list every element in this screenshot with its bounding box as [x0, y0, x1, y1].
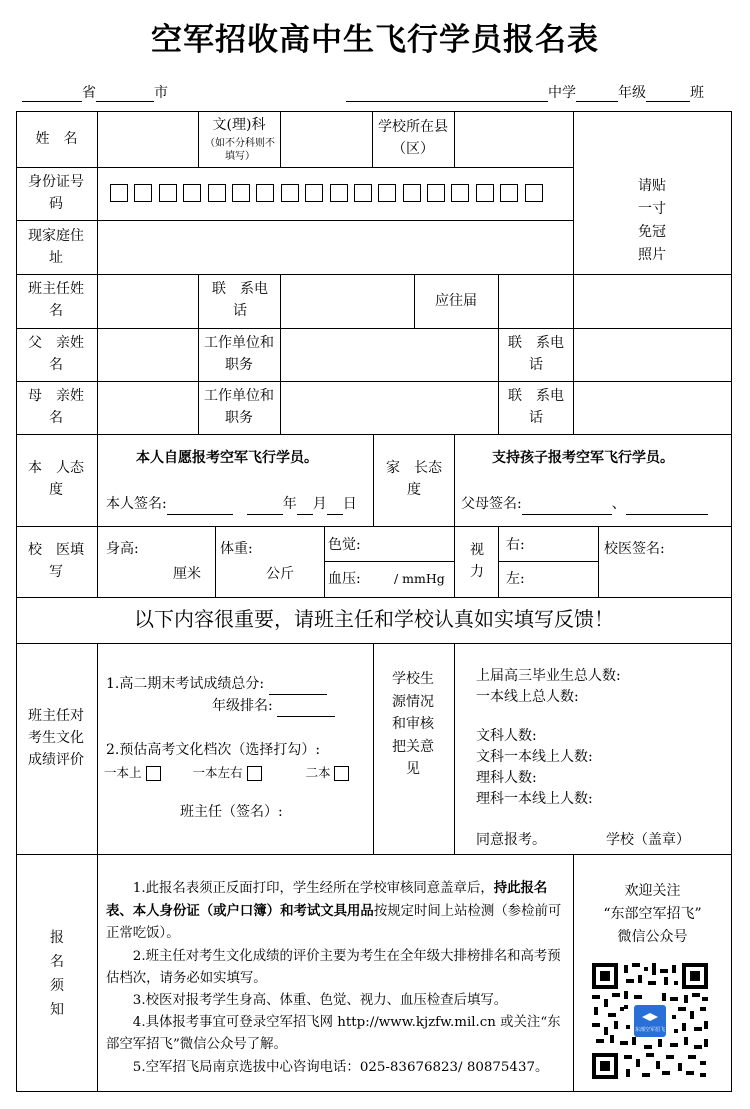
form-grid: [16, 111, 732, 1092]
vision-label: 视 力: [470, 542, 498, 580]
weight-unit: 公斤: [266, 566, 294, 582]
id-label: 身份证号 码: [28, 174, 98, 212]
note-3: 3.校医对报考学生身高、体重、色觉、视力、血压检查后填写。: [132, 993, 508, 1009]
grade-blank[interactable]: [576, 86, 618, 102]
mother-work-label: 工作单位和职务: [204, 388, 274, 426]
blood-pressure-unit: / mmHg: [394, 571, 445, 586]
estimate-options: [104, 762, 349, 784]
stat-wenke-yiben: 文科一本线上人数:: [476, 749, 593, 765]
name-label: 姓 名: [35, 131, 78, 147]
wenli-label: 文(理)科: [212, 117, 266, 133]
school-label: 中学: [548, 85, 576, 101]
grade-label: 年级: [618, 85, 646, 101]
height-label: 身高:: [106, 541, 139, 557]
stat-wenke: 文科人数:: [476, 728, 537, 744]
opt-yiben-shang-checkbox[interactable]: [146, 766, 161, 781]
self-statement: 本人自愿报考空军飞行学员。: [136, 450, 318, 466]
opt-yiben-zuoyou-checkbox[interactable]: [247, 766, 262, 781]
self-sign-line[interactable]: 本人签名: 年 月 日: [106, 493, 357, 515]
notice-notes: [106, 877, 566, 1079]
class-blank[interactable]: [646, 86, 690, 102]
father-work-label: 工作单位和职务: [204, 335, 274, 373]
class-label: 班: [690, 85, 704, 101]
graduate-label: 应往届: [435, 293, 477, 309]
stat-yiben-total: 一本线上总人数:: [476, 689, 579, 705]
note-1: 1.此报名表须正反面打印，学生经所在学校审核同意盖章后，持此报名表、本人身份证（或户口簿）和考试文具用品按规定时间上站检测（参检前可正常吃饭）。: [106, 880, 562, 942]
mother-phone-label: 联 系电 话: [508, 388, 578, 426]
grade-rank-line[interactable]: 年级排名:: [212, 695, 335, 717]
form-title: 空军招收高中生飞行学员报名表: [151, 22, 599, 58]
vision-right-label: 右:: [506, 537, 525, 553]
photo-placeholder: 请贴一寸免冠照片: [638, 178, 666, 263]
teacher-phone-label: 联 系电 话: [212, 281, 282, 319]
blood-pressure-label: 血压:: [328, 571, 361, 587]
svg-text:东部空军招飞: 东部空军招飞: [634, 1027, 666, 1033]
id-number-boxes[interactable]: [110, 182, 549, 204]
teacher-eval-label: 班主任对考生文化成绩评价: [28, 708, 84, 768]
opt-yiben-shang-label: 一本上: [104, 765, 142, 780]
notice-label: 报名须知: [50, 930, 64, 1018]
qr-code-image: [590, 961, 710, 1081]
city-label: 市: [154, 85, 168, 101]
school-seal-label: 学校（盖章）: [606, 832, 690, 848]
province-label: 省: [82, 85, 96, 101]
address-label: 现家庭住 址: [28, 228, 98, 266]
teacher-sign-label: 班主任（签名）:: [180, 804, 283, 820]
school-blank[interactable]: [346, 86, 548, 102]
estimate-label: 2.预估高考文化档次（选择打勾）:: [106, 742, 321, 758]
vision-left-label: 左:: [506, 571, 525, 587]
school-county-label: 学校所在县（区）: [378, 119, 448, 157]
doctor-sign-label: 校医签名:: [604, 541, 665, 557]
mother-label: 母 亲姓 名: [28, 388, 98, 426]
important-notice: 以下内容很重要，请班主任和学校认真如实填写反馈！: [134, 607, 614, 631]
province-blank[interactable]: [22, 86, 82, 102]
stat-like: 理科人数:: [476, 770, 537, 786]
school-review-label: 学校生源情况和审核把关意见: [392, 671, 434, 777]
parent-attitude-label: 家 长态 度: [386, 460, 456, 498]
parent-statement: 支持孩子报考空军飞行学员。: [492, 450, 674, 466]
father-label: 父 亲姓 名: [28, 335, 98, 373]
opt-erben-label: 二本: [305, 765, 331, 780]
father-phone-label: 联 系电 话: [508, 335, 578, 373]
stat-total-grads: 上届高三毕业生总人数:: [476, 668, 621, 684]
note-5: 5.空军招飞局南京选拔中心咨询电话：025-83676823/ 80875437。: [132, 1059, 549, 1075]
weight-label: 体重:: [220, 541, 253, 557]
stat-like-yiben: 理科一本线上人数:: [476, 791, 593, 807]
city-blank[interactable]: [96, 86, 154, 102]
color-vision-label: 色觉:: [328, 537, 361, 553]
teacher-name-label: 班主任姓 名: [28, 281, 98, 319]
follow-text: 欢迎关注 “东部空军招飞” 微信公众号: [603, 883, 702, 945]
opt-yiben-zuoyou-label: 一本左右: [192, 765, 243, 780]
self-attitude-label: 本 人态 度: [28, 460, 98, 498]
score-total-line[interactable]: 1.高二期末考试成绩总分:: [106, 673, 327, 695]
doctor-label: 校 医填 写: [28, 542, 98, 580]
school-stats: [476, 666, 621, 810]
note-4: 4.具体报考事宜可登录空军招飞网 http://www.kjzfw.mil.cn 或关注“东部空军招飞”微信公众号了解。: [106, 1015, 561, 1053]
opt-erben-checkbox[interactable]: [334, 766, 349, 781]
agree-text: 同意报考。: [476, 832, 546, 848]
note-2: 2.班主任对考生文化成绩的评价主要为考生在全年级大排榜排名和高考预估档次，请务必如实填写。: [106, 948, 561, 986]
height-unit: 厘米: [173, 566, 201, 582]
header-fill-line: [22, 82, 168, 102]
header-fill-line-right: [346, 82, 704, 102]
wenli-note: （如不分科则不填写）: [205, 138, 275, 162]
parent-sign-line[interactable]: 父母签名: 、: [461, 493, 708, 515]
